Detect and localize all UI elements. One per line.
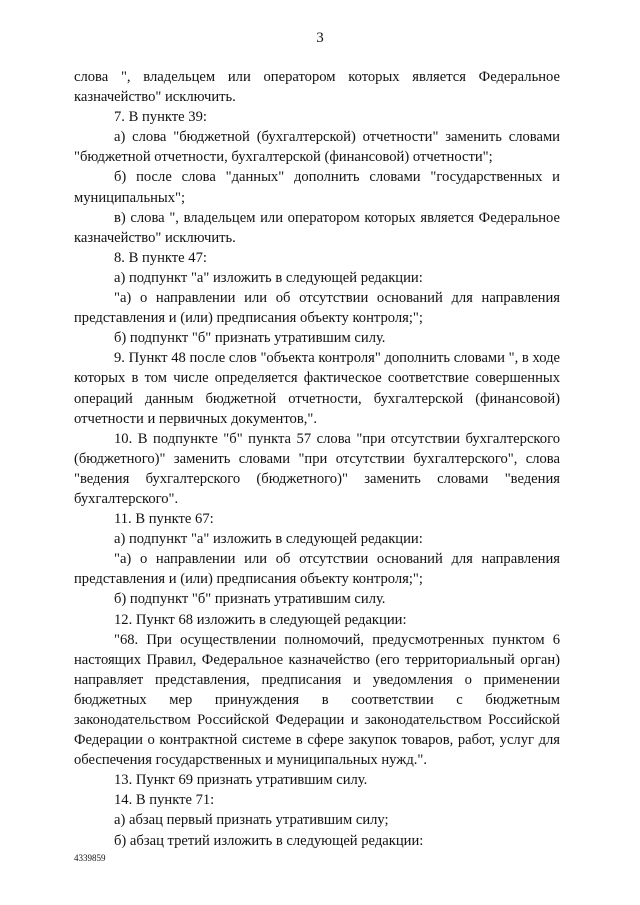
- page-number: 3: [316, 30, 324, 46]
- paragraph-item-7a: а) слова "бюджетной (бухгалтерской) отчетности" заменить словами "бюджетной отчетности, бухгалтерской (финансовой) отчетности";: [74, 129, 560, 166]
- paragraph-item-11: 11. В пункте 67:: [114, 511, 214, 528]
- paragraph-item-12-text: "68. При осуществлении полномочий, предусмотренных пунктом 6 настоящих Правил, Федеральное казначейство (его территориальный орган) направляет представления, предписания и уведомления о применении бюджетных мер принуждения в соответствии с бюджетным законодательством Российской Федерации и законодательством Российской Федерации о контрактной системе в сфере закупок товаров, работ, услуг для обеспечения государственных и муниципальных нужд.".: [74, 631, 560, 769]
- paragraph-item-7c: в) слова ", владельцем или оператором которых является Федеральное казначейство" исключить.: [74, 209, 560, 246]
- paragraph-item-10: 10. В подпункте "б" пункта 57 слова "при отсутствии бухгалтерского (бюджетного)" заменить словами "при отсутствии бухгалтерского", слова "ведения бухгалтерского (бюджетного)" заменить словами "ведения бухгалтерского".: [74, 430, 560, 507]
- paragraph-item-14a: а) абзац первый признать утратившим силу;: [114, 812, 389, 829]
- paragraph-item-12: 12. Пункт 68 изложить в следующей редакции:: [114, 611, 407, 628]
- paragraph-item-7: 7. В пункте 39:: [114, 109, 207, 126]
- paragraph-item-8a: а) подпункт "а" изложить в следующей редакции:: [114, 269, 423, 286]
- paragraph-item-9: 9. Пункт 48 после слов "объекта контроля" дополнить словами ", в ходе которых в том числе определяется фактическое соответствие совершенных операций данным бюджетной отчетности, бухгалтерской (финансовой) отчетности и первичных документов,".: [74, 350, 560, 427]
- document-id: 4339859: [74, 853, 106, 863]
- document-body: [74, 67, 560, 851]
- paragraph-item-13: 13. Пункт 69 признать утратившим силу.: [114, 772, 368, 789]
- paragraph-item-11b: б) подпункт "б" признать утратившим силу.: [114, 591, 386, 608]
- paragraph-continuation: слова ", владельцем или оператором которых является Федеральное казначейство" исключить.: [74, 69, 560, 106]
- paragraph-item-8: 8. В пункте 47:: [114, 249, 207, 266]
- paragraph-item-8b: б) подпункт "б" признать утратившим силу.: [114, 330, 386, 347]
- paragraph-item-11a: а) подпункт "а" изложить в следующей редакции:: [114, 531, 423, 548]
- paragraph-item-14: 14. В пункте 71:: [114, 792, 215, 809]
- paragraph-item-11a-text: "а) о направлении или об отсутствии оснований для направления представления и (или) предписания объекту контроля;";: [74, 551, 560, 588]
- paragraph-item-14b: б) абзац третий изложить в следующей редакции:: [114, 832, 424, 849]
- paragraph-item-7b: б) после слова "данных" дополнить словами "государственных и муниципальных";: [74, 169, 560, 206]
- paragraph-item-8a-text: "а) о направлении или об отсутствии оснований для направления представления и (или) предписания объекту контроля;";: [74, 290, 560, 327]
